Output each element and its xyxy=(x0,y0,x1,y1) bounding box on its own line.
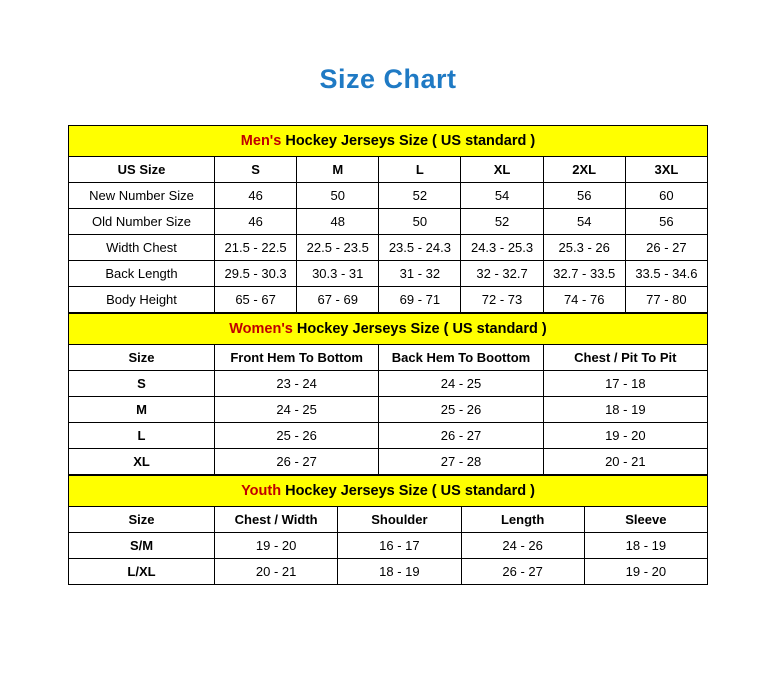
table-row xyxy=(69,559,708,585)
youth-cell: 26 - 27 xyxy=(461,559,584,585)
womens-cell: 19 - 20 xyxy=(543,423,707,449)
mens-cell: 60 xyxy=(625,183,707,209)
youth-header-cell: Shoulder xyxy=(338,507,461,533)
mens-cell: 72 - 73 xyxy=(461,287,543,313)
table-row xyxy=(69,209,708,235)
womens-cell: 25 - 26 xyxy=(379,397,543,423)
size-tables-container xyxy=(68,93,708,585)
mens-header-cell: M xyxy=(297,157,379,183)
mens-cell: 50 xyxy=(297,183,379,209)
mens-banner xyxy=(69,126,708,157)
womens-cell: 26 - 27 xyxy=(215,449,379,475)
table-row xyxy=(69,183,708,209)
youth-cell: 20 - 21 xyxy=(215,559,338,585)
youth-banner-rest: Hockey Jerseys Size ( US standard ) xyxy=(281,483,535,499)
womens-cell: 23 - 24 xyxy=(215,371,379,397)
mens-cell: 32 - 32.7 xyxy=(461,261,543,287)
page-title: Size Chart xyxy=(319,64,457,94)
mens-header-cell: US Size xyxy=(69,157,215,183)
table-row xyxy=(69,423,708,449)
mens-banner-rest: Hockey Jerseys Size ( US standard ) xyxy=(281,133,536,149)
youth-cell: 19 - 20 xyxy=(584,559,707,585)
womens-row-label: L xyxy=(69,423,215,449)
mens-cell: 46 xyxy=(215,209,297,235)
mens-row-label: Body Height xyxy=(69,287,215,313)
mens-size-table xyxy=(68,125,708,313)
womens-banner xyxy=(69,314,708,345)
youth-banner-accent: Youth xyxy=(241,483,282,499)
mens-cell: 25.3 - 26 xyxy=(543,235,625,261)
mens-cell: 56 xyxy=(625,209,707,235)
womens-header-cell: Size xyxy=(69,345,215,371)
mens-banner-accent: Men's xyxy=(240,133,282,149)
womens-cell: 18 - 19 xyxy=(543,397,707,423)
mens-cell: 67 - 69 xyxy=(297,287,379,313)
table-row xyxy=(69,287,708,313)
youth-header-cell: Length xyxy=(461,507,584,533)
womens-cell: 27 - 28 xyxy=(379,449,543,475)
table-row xyxy=(69,371,708,397)
mens-cell: 31 - 32 xyxy=(379,261,461,287)
mens-header-cell: L xyxy=(379,157,461,183)
mens-row-label: Width Chest xyxy=(69,235,215,261)
youth-cell: 18 - 19 xyxy=(338,559,461,585)
mens-cell: 21.5 - 22.5 xyxy=(215,235,297,261)
mens-cell: 26 - 27 xyxy=(625,235,707,261)
mens-cell: 50 xyxy=(379,209,461,235)
mens-row-label: New Number Size xyxy=(69,183,215,209)
mens-header-cell: 2XL xyxy=(543,157,625,183)
womens-cell: 17 - 18 xyxy=(543,371,707,397)
table-header-row xyxy=(69,157,708,183)
table-banner-row xyxy=(69,476,708,507)
youth-header-cell: Chest / Width xyxy=(215,507,338,533)
mens-header-cell: XL xyxy=(461,157,543,183)
mens-header-cell: 3XL xyxy=(625,157,707,183)
table-row xyxy=(69,397,708,423)
table-row xyxy=(69,235,708,261)
mens-cell: 33.5 - 34.6 xyxy=(625,261,707,287)
youth-row-label: S/M xyxy=(69,533,215,559)
mens-cell: 52 xyxy=(379,183,461,209)
womens-row-label: M xyxy=(69,397,215,423)
mens-header-cell: S xyxy=(215,157,297,183)
table-header-row xyxy=(69,507,708,533)
womens-cell: 24 - 25 xyxy=(215,397,379,423)
mens-cell: 77 - 80 xyxy=(625,287,707,313)
womens-size-table xyxy=(68,313,708,475)
mens-cell: 54 xyxy=(461,183,543,209)
mens-cell: 22.5 - 23.5 xyxy=(297,235,379,261)
table-row xyxy=(69,533,708,559)
youth-cell: 19 - 20 xyxy=(215,533,338,559)
table-header-row xyxy=(69,345,708,371)
mens-cell: 46 xyxy=(215,183,297,209)
youth-row-label: L/XL xyxy=(69,559,215,585)
mens-cell: 69 - 71 xyxy=(379,287,461,313)
youth-size-table xyxy=(68,475,708,585)
mens-cell: 30.3 - 31 xyxy=(297,261,379,287)
youth-cell: 16 - 17 xyxy=(338,533,461,559)
mens-cell: 56 xyxy=(543,183,625,209)
womens-banner-rest: Hockey Jerseys Size ( US standard ) xyxy=(292,321,547,337)
womens-row-label: S xyxy=(69,371,215,397)
table-row xyxy=(69,449,708,475)
womens-header-cell: Chest / Pit To Pit xyxy=(543,345,707,371)
table-banner-row xyxy=(69,126,708,157)
womens-cell: 25 - 26 xyxy=(215,423,379,449)
mens-cell: 65 - 67 xyxy=(215,287,297,313)
womens-cell: 26 - 27 xyxy=(379,423,543,449)
table-banner-row xyxy=(69,314,708,345)
mens-cell: 52 xyxy=(461,209,543,235)
womens-cell: 24 - 25 xyxy=(379,371,543,397)
womens-header-cell: Back Hem To Boottom xyxy=(379,345,543,371)
mens-cell: 24.3 - 25.3 xyxy=(461,235,543,261)
womens-banner-accent: Women's xyxy=(229,321,293,337)
mens-row-label: Back Length xyxy=(69,261,215,287)
mens-cell: 48 xyxy=(297,209,379,235)
mens-cell: 54 xyxy=(543,209,625,235)
womens-header-cell: Front Hem To Bottom xyxy=(215,345,379,371)
womens-row-label: XL xyxy=(69,449,215,475)
mens-cell: 74 - 76 xyxy=(543,287,625,313)
womens-cell: 20 - 21 xyxy=(543,449,707,475)
mens-cell: 32.7 - 33.5 xyxy=(543,261,625,287)
table-row xyxy=(69,261,708,287)
youth-header-cell: Sleeve xyxy=(584,507,707,533)
mens-cell: 29.5 - 30.3 xyxy=(215,261,297,287)
mens-cell: 23.5 - 24.3 xyxy=(379,235,461,261)
youth-cell: 24 - 26 xyxy=(461,533,584,559)
youth-cell: 18 - 19 xyxy=(584,533,707,559)
youth-banner xyxy=(69,476,708,507)
youth-header-cell: Size xyxy=(69,507,215,533)
mens-row-label: Old Number Size xyxy=(69,209,215,235)
